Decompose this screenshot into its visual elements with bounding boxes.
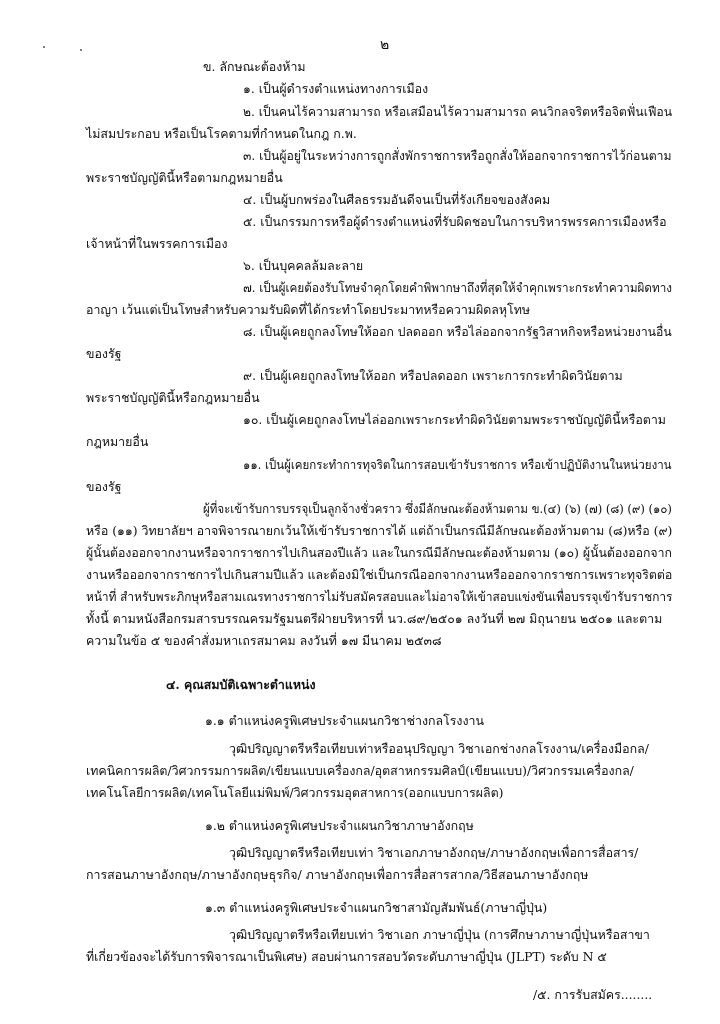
- note-paragraph-line: งานหรือออกจากราชการไปเกินสามปีแล้ว และต้องมิใช่เป็นกรณีออกจากงานหรือออกจากราชการเพราะทุจริตต่อ: [86, 567, 673, 582]
- list-item-cont: ของรัฐ: [86, 479, 122, 494]
- note-paragraph-line: ผู้ที่จะเข้ารับการบรรจุเป็นลูกจ้างชั่วคราว ซึ่งมีลักษณะต้องห้ามตาม ข.(๔) (๖) (๗) (๘) (๙) (๑๐): [203, 501, 672, 516]
- list-item-cont: อาญา เว้นแต่เป็นโทษสำหรับความรับผิดที่ได้กระทำโดยประมาทหรือความผิดลหุโทษ: [86, 302, 531, 317]
- list-item-cont: พระราชบัญญัตินี้หรือกฎหมายอื่น: [86, 390, 260, 405]
- list-item: ๘. เป็นผู้เคยถูกลงโทษให้ออก ปลดออก หรือไล่ออกจากรัฐวิสาหกิจหรือหน่วยงานอื่น: [243, 324, 672, 339]
- position-title: ๑.๑ ตำแหน่งครูพิเศษประจำแผนกวิชาช่างกลโรงงาน: [205, 713, 484, 728]
- position-requirement: วุฒิปริญญาตรีหรือเทียบเท่า วิชาเอก ภาษาญี่ปุ่น (การศึกษาภาษาญี่ปุ่นหรือสาขา: [229, 927, 650, 942]
- section-b-heading: ข. ลักษณะต้องห้าม: [203, 59, 306, 74]
- note-paragraph-line: ความในข้อ ๕ ของคำสั่งมหาเถรสมาคม ลงวันที่ ๑๗ มีนาคม ๒๕๓๘: [86, 633, 442, 648]
- list-item-cont: ของรัฐ: [86, 346, 122, 361]
- list-item: ๓. เป็นผู้อยู่ในระหว่างการถูกสั่งพักราชการหรือถูกสั่งให้ออกจากราชการไว้ก่อนตาม: [243, 148, 672, 163]
- section-4-heading: ๔. คุณสมบัติเฉพาะตำแหน่ง: [166, 677, 316, 692]
- position-requirement: ที่เกี่ยวข้องจะได้รับการพิจารณาเป็นพิเศษ) สอบผ่านการสอบวัดระดับภาษาญี่ปุ่น (JLPT) ระดับ N ๕: [86, 949, 607, 964]
- position-requirement: การสอนภาษาอังกฤษ/ภาษาอังกฤษธุรกิจ/ ภาษาอังกฤษเพื่อการสื่อสารสากล/วิธีสอนภาษาอังกฤษ: [86, 867, 589, 882]
- list-item: ๕. เป็นกรรมการหรือผู้ดำรงตำแหน่งที่รับผิดชอบในการบริหารพรรคการเมืองหรือ: [243, 214, 667, 229]
- list-item: ๑๑. เป็นผู้เคยกระทำการทุจริตในการสอบเข้ารับราชการ หรือเข้าปฏิบัติงานในหน่วยงาน: [243, 457, 672, 472]
- list-item-cont: ไม่สมประกอบ หรือเป็นโรคตามที่กำหนดในกฎ ก.พ.: [86, 126, 357, 141]
- page-number: ๒: [380, 37, 390, 53]
- scan-speck: [43, 46, 45, 48]
- note-paragraph-line: ทั้งนี้ ตามหนังสือกรมสารบรรณครมรัฐมนตรีฝ่ายบริหารที่ นว.๘๙/๒๕๐๑ ลงวันที่ ๒๗ มิถุนายน ๒๕๐๑ และตาม: [86, 611, 663, 626]
- list-item: ๑๐. เป็นผู้เคยถูกลงโทษไล่ออกเพราะกระทำผิดวินัยตามพระราชบัญญัตินี้หรือตาม: [243, 412, 666, 427]
- list-item-cont: พระราชบัญญัตินี้หรือตามกฎหมายอื่น: [86, 170, 283, 185]
- list-item-cont: เจ้าหน้าที่ในพรรคการเมือง: [86, 236, 228, 251]
- position-requirement: เทคนิคการผลิต/วิศวกรรมการผลิต/เขียนแบบเครื่องกล/อุตสาหกรรมศิลป์(เขียนแบบ)/วิศวกรรมเครื่องกล/: [86, 763, 634, 778]
- position-requirement: เทคโนโลยีการผลิต/เทคโนโลยีแม่พิมพ์/วิศวกรรมอุตสาหการ(ออกแบบการผลิต): [86, 785, 504, 800]
- position-title: ๑.๒ ตำแหน่งครูพิเศษประจำแผนกวิชาภาษาอังกฤษ: [205, 818, 474, 833]
- list-item: ๗. เป็นผู้เคยต้องรับโทษจำคุกโดยคำพิพากษาถึงที่สุดให้จำคุกเพราะกระทำความผิดทาง: [243, 280, 673, 295]
- list-item: ๖. เป็นบุคคลล้มละลาย: [243, 258, 364, 273]
- list-item: ๙. เป็นผู้เคยถูกลงโทษให้ออก หรือปลดออก เพราะการกระทำผิดวินัยตาม: [243, 368, 623, 383]
- position-title: ๑.๓ ตำแหน่งครูพิเศษประจำแผนกวิชาสามัญสัมพันธ์(ภาษาญี่ปุ่น): [205, 900, 548, 915]
- continuation-marker: /๕. การรับสมัคร........: [533, 987, 653, 1002]
- list-item-cont: กฎหมายอื่น: [86, 434, 149, 449]
- note-paragraph-line: ผู้นั้นต้องออกจากงานหรือจากราชการไปเกินสองปีแล้ว และในกรณีมีลักษณะต้องห้ามตาม (๑๐) ผู้นั้นต้องออกจาก: [86, 545, 672, 560]
- note-paragraph-line: หรือ (๑๑) วิทยาลัยฯ อาจพิจารณายกเว้นให้เข้ารับราชการได้ แต่ถ้าเป็นกรณีมีลักษณะต้องห้ามตาม (๘)หรือ (๙): [86, 523, 673, 538]
- position-requirement: วุฒิปริญญาตรีหรือเทียบเท่า วิชาเอกภาษาอังกฤษ/ภาษาอังกฤษเพื่อการสื่อสาร/: [229, 845, 639, 860]
- scan-speck: [80, 49, 82, 51]
- list-item: ๔. เป็นผู้บกพร่องในศีลธรรมอันดีจนเป็นที่รังเกียจของสังคม: [243, 192, 551, 207]
- note-paragraph-line: หน้าที่ สำหรับพระภิกษุหรือสามเณรทางราชการไม่รับสมัครสอบและไม่อาจให้เข้าสอบแข่งขันเพื่อบรรจุเข้ารับราชการ: [86, 589, 673, 604]
- list-item: ๑. เป็นผู้ดำรงตำแหน่งทางการเมือง: [243, 81, 429, 96]
- list-item: ๒. เป็นคนไร้ความสามารถ หรือเสมือนไร้ความสามารถ คนวิกลจริตหรือจิตฟั่นเฟือน: [243, 104, 673, 119]
- position-requirement: วุฒิปริญญาตรีหรือเทียบเท่าหรืออนุปริญญา วิชาเอกช่างกลโรงงาน/เครื่องมือกล/: [229, 741, 649, 756]
